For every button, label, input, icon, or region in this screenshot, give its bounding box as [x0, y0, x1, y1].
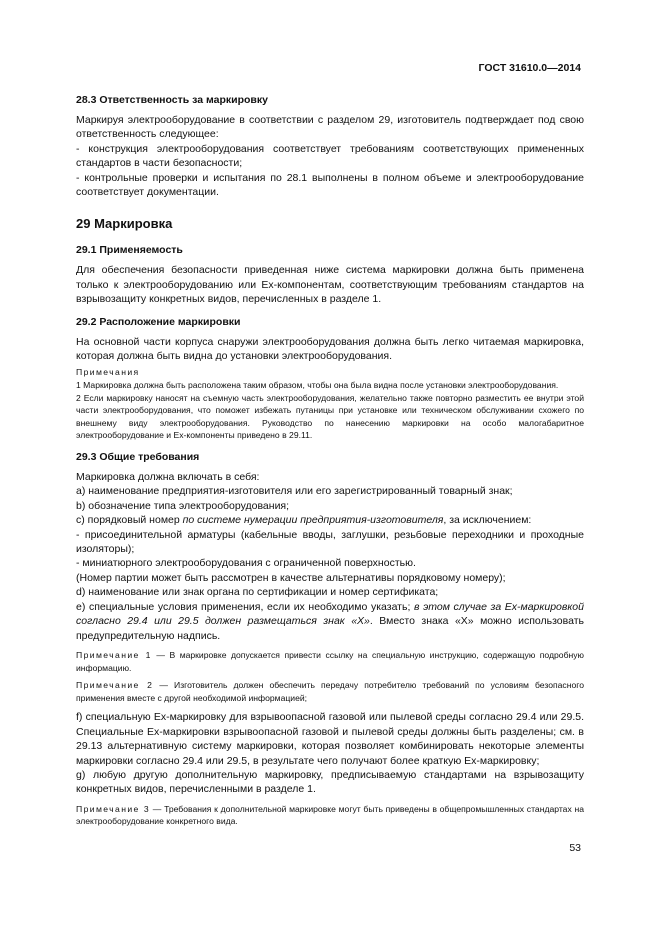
list-item: a) наименование предприятия-изготовителя или его зарегистрированный товарный знак;	[76, 485, 513, 498]
section-29-3-heading: 29.3 Общие требования	[76, 451, 200, 464]
list-subitem: - присоединительной арматуры (кабельные вводы, заглушки, резьбовые переходники и проходные изоляторы);	[76, 528, 584, 556]
paragraph: Маркировка должна включать в себя:	[76, 471, 260, 484]
note: Примечание 3 — Требования к дополнительной маркировке могут быть приведены в общепромышленных стандартах на электрооборудование конкретного вида.	[76, 803, 584, 827]
paragraph: - конструкция электрооборудования соответствует требованиям соответствующих примененных стандартов в части безопасности;	[76, 142, 584, 170]
list-item: c) порядковый номер по системе нумерации предприятия-изготовителя, за исключением:	[76, 514, 532, 527]
section-29-2-heading: 29.2 Расположение маркировки	[76, 315, 241, 328]
list-subitem: - миниатюрного электрооборудования с ограниченной поверхностью.	[76, 557, 416, 570]
notes-label: Примечания	[76, 367, 140, 378]
list-item: f) специальную Ex-маркировку для взрывоопасной газовой или пылевой среды согласно 29.4 или 29.5. Специальные Ex-маркировки взрывоопасной газовой и пылевой среды должны быть разделены; см. в 29.13 альтернативную систему маркировки, которая позволяет комбинировать некоторые элементы маркировки согласно 29.4 или 29.5, в результате чего получают более краткую Ex-маркировку;	[76, 711, 584, 767]
page-content	[76, 94, 584, 828]
page-number: 53	[569, 842, 581, 854]
list-item: d) наименование или знак органа по сертификации и номер сертификата;	[76, 586, 439, 599]
section-29-1-heading: 29.1 Применяемость	[76, 244, 183, 257]
list-item: b) обозначение типа электрооборудования;	[76, 499, 290, 512]
paragraph: Для обеспечения безопасности приведенная ниже система маркировки должна быть применена только к электрооборудованию или Ex-компонентам, соответствующим требованиям стандартов на взрывозащиту конкретных видов, перечисленных в разделе 1.	[76, 264, 584, 306]
paragraph: Маркируя электрооборудование в соответствии с разделом 29, изготовитель подтверждает под свою ответственность следующее:	[76, 114, 584, 141]
paragraph: На основной части корпуса снаружи электрооборудования должна быть легко читаемая маркировка, которая должна быть видна до установки электрооборудования.	[76, 335, 584, 363]
note: Примечание 2 — Изготовитель должен обеспечить передачу потребителю требований по условиям безопасного применения вместе с другой необходимой информацией;	[76, 680, 584, 703]
list-item: e) специальные условия применения, если их необходимо указать; в этом случае за Ex-маркировкой согласно 29.4 или 29.5 должен размещаться знак «X». Вместо знака «X» можно использовать предупредительную надпись.	[76, 600, 584, 642]
paragraph: - контрольные проверки и испытания по 28.1 выполнены в полном объеме и электрооборудование соответствует документации.	[76, 171, 584, 199]
document-code: ГОСТ 31610.0—2014	[478, 62, 581, 74]
note: 2 Если маркировку наносят на съемную часть электрооборудования, желательно также повторно разместить ее внутри этой части электрооборудования, что поможет избежать путаницы при установке или техническом обслуживании схожего по внешнему виду электрооборудования. Руководство по нанесению маркировки на особо малогабаритное электрооборудование и Ex-компоненты приведено в 29.11.	[76, 392, 584, 441]
section-29-heading: 29 Маркировка	[76, 216, 173, 232]
list-subitem: (Номер партии может быть рассмотрен в качестве альтернативы порядковому номеру);	[76, 571, 506, 584]
note: 1 Маркировка должна быть расположена таким образом, чтобы она была видна после установки электрооборудования.	[76, 380, 559, 391]
list-item: g) любую другую дополнительную маркировку, предписываемую стандартами на взрывозащиту конкретных видов, перечисленными в разделе 1.	[76, 768, 584, 796]
note: Примечание 1 — В маркировке допускается привести ссылку на специальную инструкцию, содержащую подробную информацию.	[76, 649, 584, 673]
section-28-3-heading: 28.3 Ответственность за маркировку	[76, 94, 268, 106]
